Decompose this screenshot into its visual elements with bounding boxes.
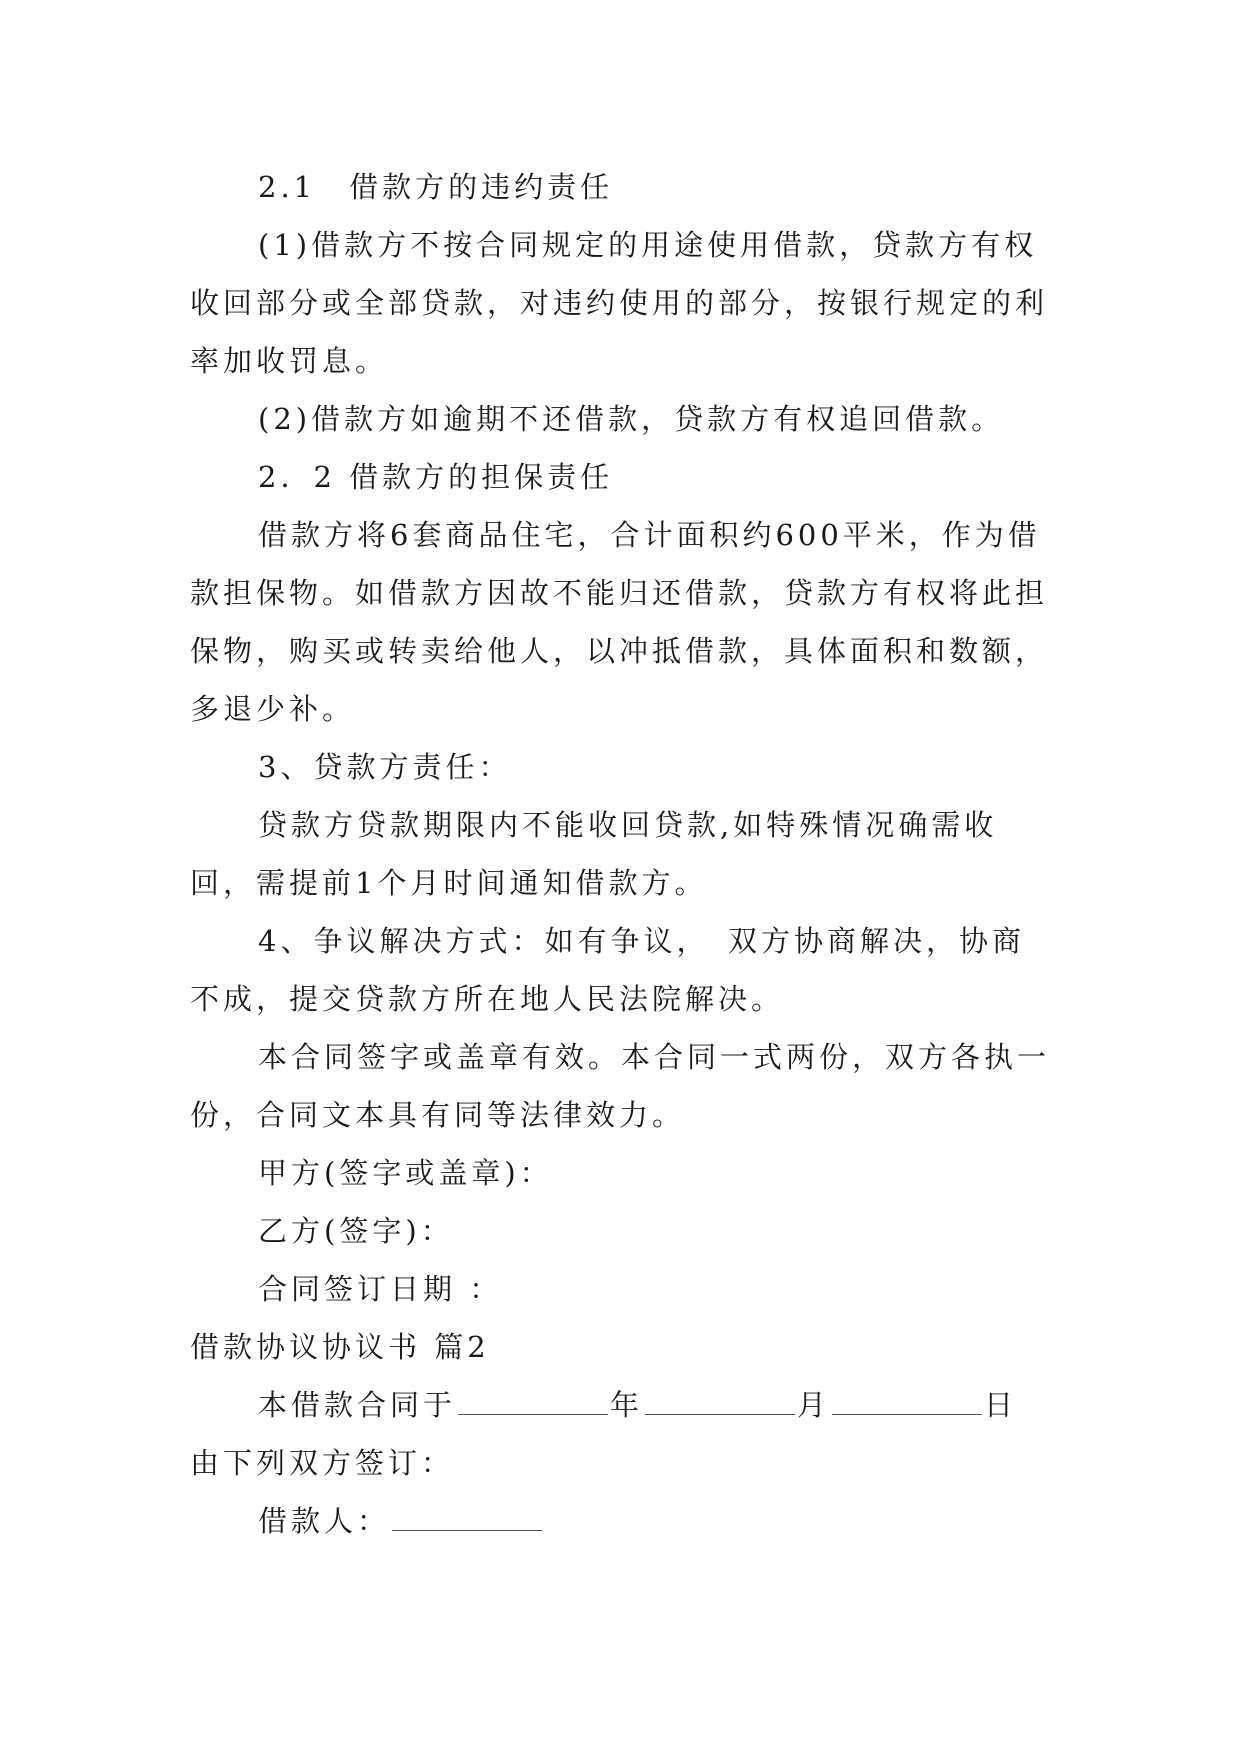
clause-2-2-body: 借款方将6套商品住宅，合计面积约600平米，作为借款担保物。如借款方因故不能归还借款，贷款方有权将此担保物，购买或转卖给他人，以冲抵借款，具体面积和数额，多退少补。 [190,518,1049,726]
intro-prefix: 本借款合同于 [258,1388,457,1422]
month-label: 月 [797,1388,831,1422]
clause-2-1-item-2: (2)借款方如逾期不还借款，贷款方有权追回借款。 [258,402,1005,436]
clause-2-1-heading: 2.1 借款方的违约责任 [258,170,614,204]
clause-2-1-item-1: (1)借款方不按合同规定的用途使用借款，贷款方有权收回部分或全部贷款，对违约使用的部分，按银行规定的利率加收罚息。 [190,228,1049,378]
day-suffix: 日由下列双方签订： [190,1388,1018,1480]
clause-3-heading: 3、贷款方责任： [258,750,512,784]
day-blank [832,1384,982,1415]
year-label: 年 [610,1388,644,1422]
contract-intro [190,1376,1050,1492]
contract-validity: 本合同签字或盖章有效。本合同一式两份，双方各执一份，合同文本具有同等法律效力。 [190,1040,1051,1132]
borrower-line [190,1492,1050,1550]
borrower-label: 借款人： [258,1504,391,1538]
party-b-signature-line: 乙方(签字)： [258,1214,454,1248]
signing-date-line: 合同签订日期 ： [258,1272,503,1306]
clause-2-2-heading: 2．2 借款方的担保责任 [258,460,614,494]
party-a-signature-line: 甲方(签字或盖章)： [258,1156,553,1190]
section-title: 借款协议协议书 篇2 [190,1330,490,1364]
borrower-blank [392,1500,542,1531]
year-blank [458,1384,608,1415]
month-blank [645,1384,795,1415]
clause-3-body: 贷款方贷款期限内不能收回贷款,如特殊情况确需收回，需提前1个月时间通知借款方。 [190,808,998,900]
document-body [190,158,1050,1550]
clause-4-body: 4、争议解决方式：如有争议， 双方协商解决，协商不成，提交贷款方所在地人民法院解决。 [190,924,1025,1016]
